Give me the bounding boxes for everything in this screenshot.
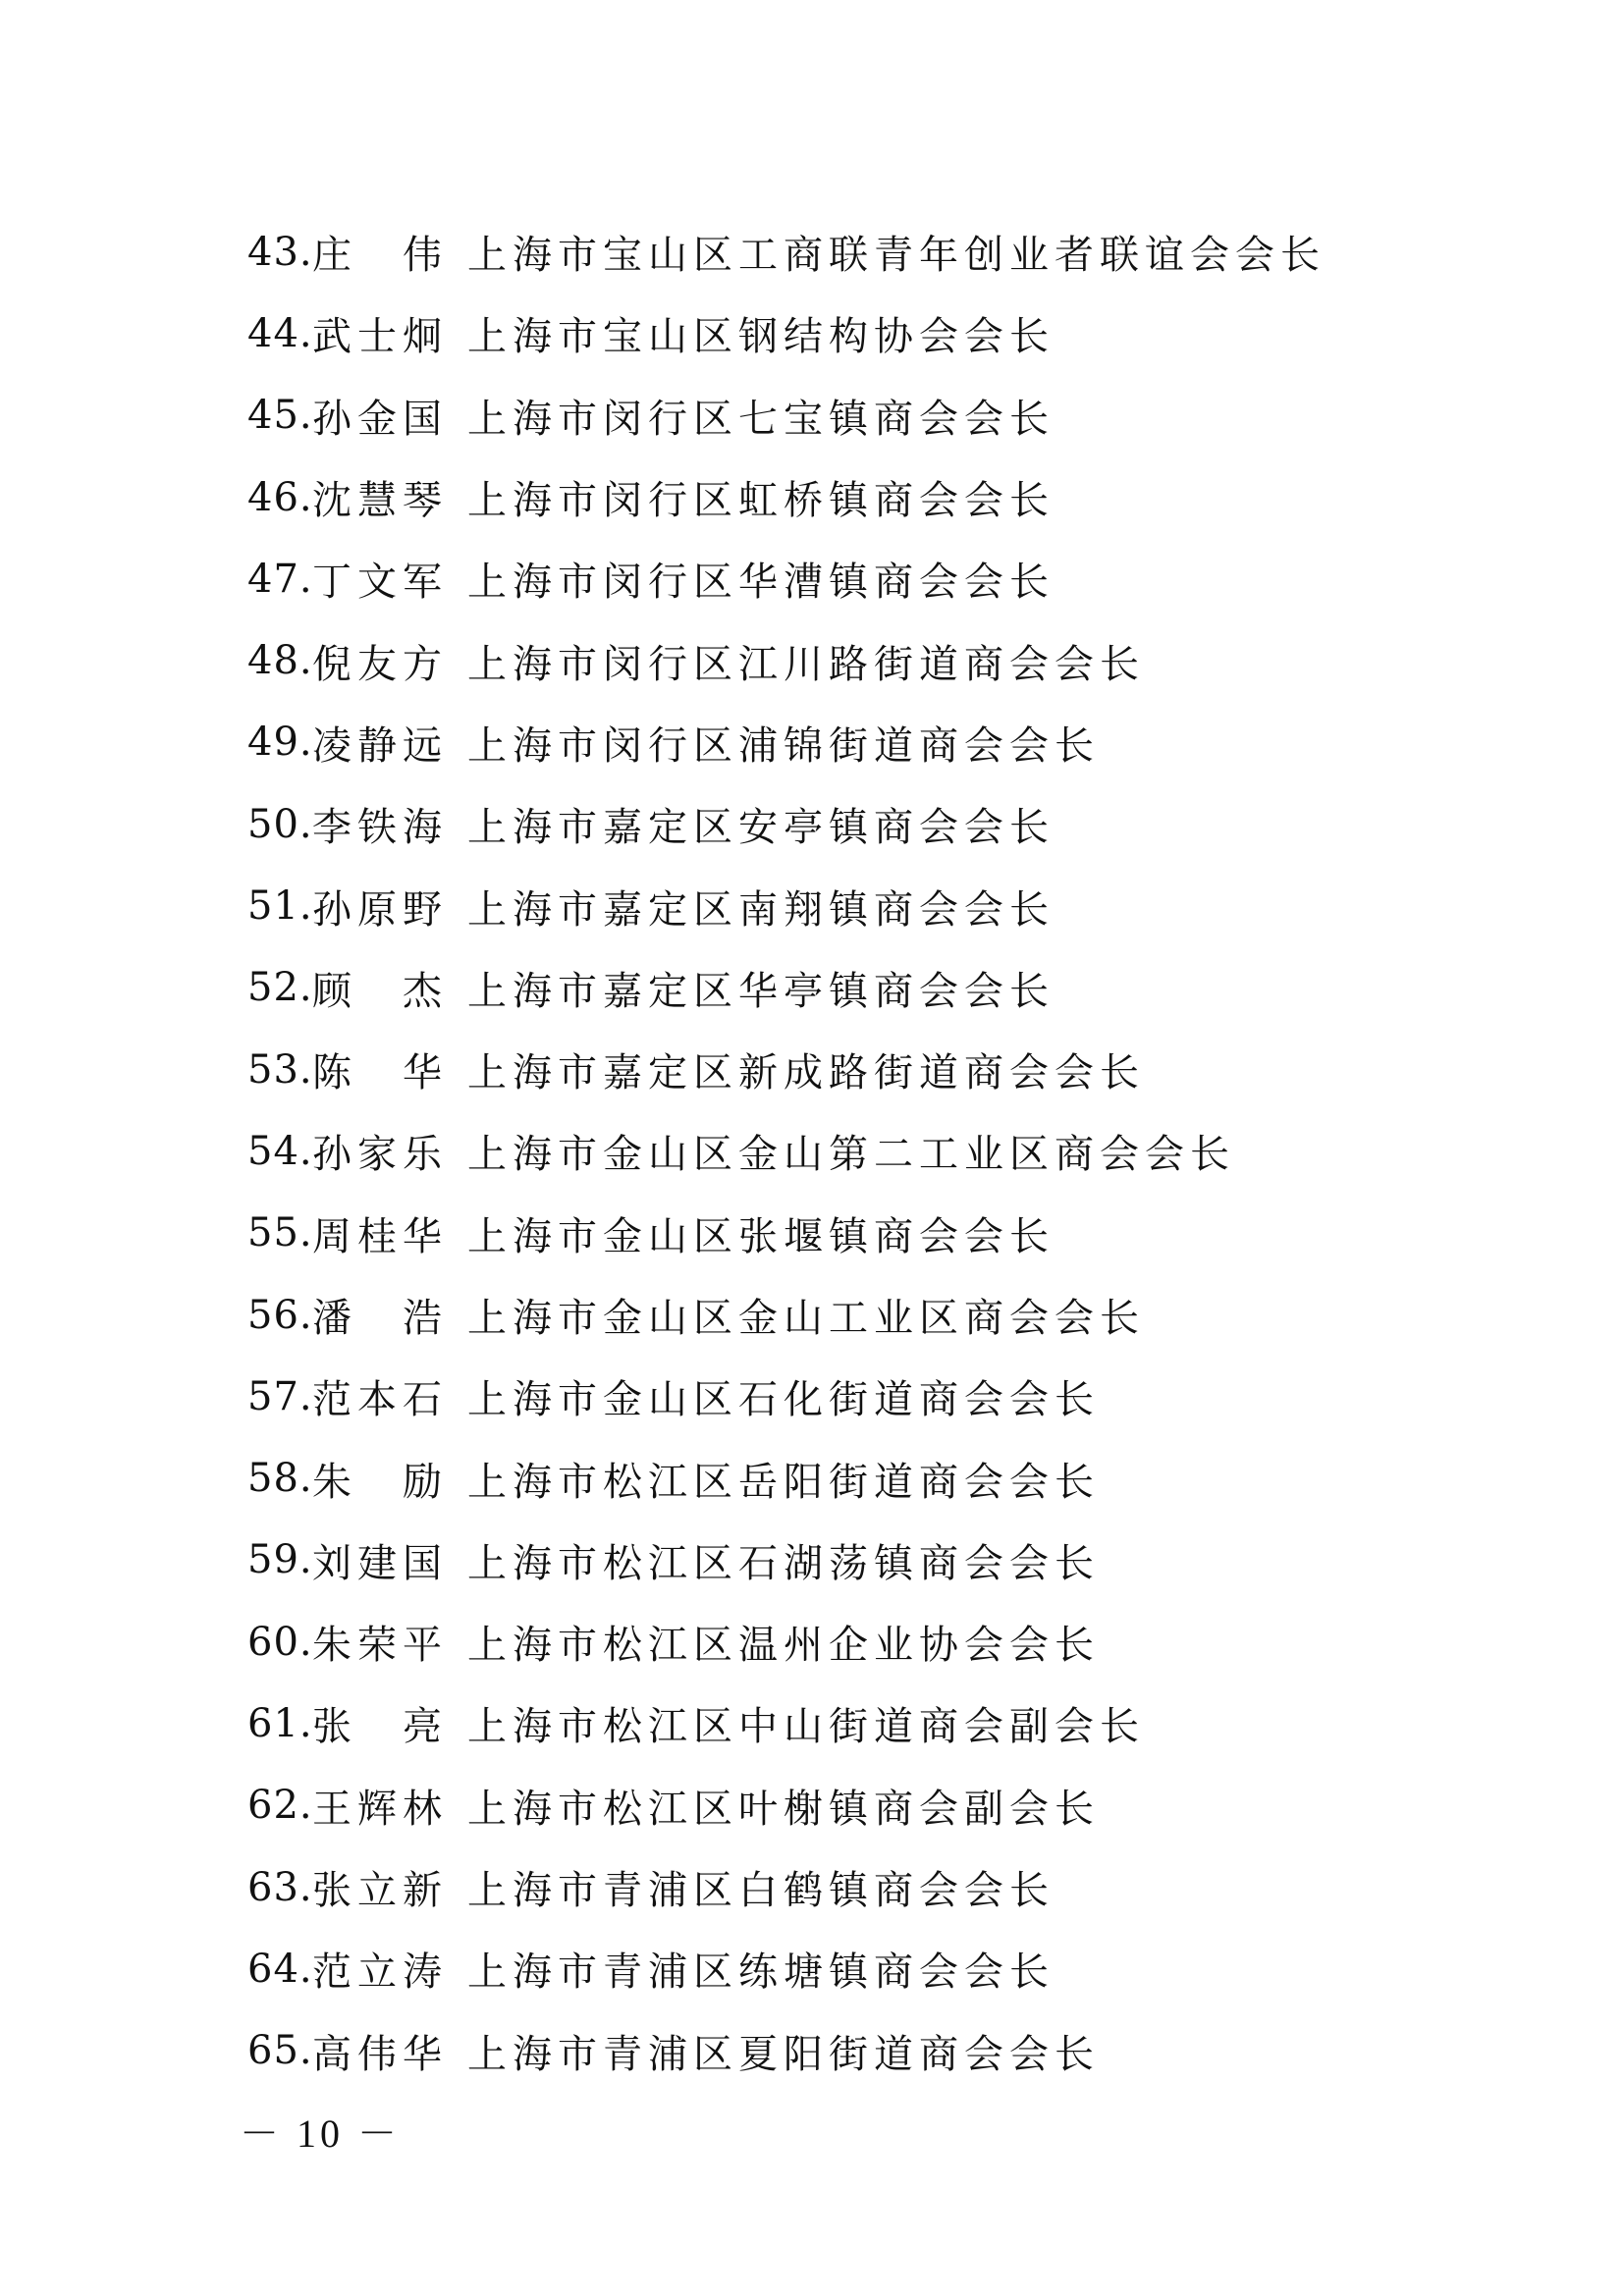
entry-name: 周桂华 xyxy=(312,1213,448,1259)
entry-name: 孙金国 xyxy=(312,396,448,442)
entry-organization: 上海市闵行区虹桥镇商会会长 xyxy=(467,478,1055,524)
entry-organization: 上海市松江区中山街道商会副会长 xyxy=(467,1704,1145,1750)
entry-organization: 上海市金山区金山工业区商会会长 xyxy=(467,1296,1145,1341)
entry-number: 52. xyxy=(247,965,313,1011)
entry-number: 62. xyxy=(247,1783,313,1829)
entry-name: 张立新 xyxy=(312,1868,448,1914)
entry-name: 庄 伟 xyxy=(312,233,448,279)
list-item xyxy=(247,1765,1325,1846)
list-item xyxy=(247,619,1325,701)
entry-name: 沈慧琴 xyxy=(312,478,448,524)
entry-number: 64. xyxy=(247,1946,313,1992)
entry-number: 46. xyxy=(247,474,313,520)
entry-number: 50. xyxy=(247,801,313,847)
entry-number: 49. xyxy=(247,720,313,766)
list-item xyxy=(247,2010,1325,2092)
list-item xyxy=(247,1846,1325,1928)
entry-name: 刘建国 xyxy=(312,1540,448,1586)
entry-organization: 上海市松江区温州企业协会会长 xyxy=(467,1623,1100,1669)
entry-name: 凌静远 xyxy=(312,722,448,769)
entry-name: 丁文军 xyxy=(312,560,448,606)
list-item xyxy=(247,1193,1325,1274)
entry-name: 范本石 xyxy=(312,1377,448,1423)
entry-organization: 上海市闵行区江川路街道商会会长 xyxy=(467,641,1145,687)
entry-name: 李铁海 xyxy=(312,805,448,851)
list-item xyxy=(247,211,1325,293)
entry-organization: 上海市闵行区华漕镇商会会长 xyxy=(467,560,1055,606)
entry-number: 65. xyxy=(247,2028,313,2074)
entry-number: 63. xyxy=(247,1864,313,1910)
entry-number: 60. xyxy=(247,1619,313,1665)
list-item xyxy=(247,865,1325,946)
entry-name: 孙原野 xyxy=(312,886,448,933)
entry-organization: 上海市金山区张堰镇商会会长 xyxy=(467,1213,1055,1259)
entry-organization: 上海市金山区金山第二工业区商会会长 xyxy=(467,1132,1235,1178)
list-item xyxy=(247,1274,1325,1356)
entry-number: 61. xyxy=(247,1700,313,1746)
entry-name: 武士炯 xyxy=(312,314,448,360)
list-item xyxy=(247,375,1325,456)
entry-name: 顾 杰 xyxy=(312,968,448,1014)
entry-name: 倪友方 xyxy=(312,641,448,687)
entry-organization: 上海市嘉定区华亭镇商会会长 xyxy=(467,968,1055,1014)
entry-organization: 上海市闵行区七宝镇商会会长 xyxy=(467,396,1055,442)
entry-number: 44. xyxy=(247,310,313,356)
entry-number: 43. xyxy=(247,229,313,275)
entry-number: 47. xyxy=(247,556,313,602)
entry-organization: 上海市嘉定区安亭镇商会会长 xyxy=(467,805,1055,851)
list-item xyxy=(247,1682,1325,1764)
entry-name: 朱 励 xyxy=(312,1459,448,1505)
entry-organization: 上海市嘉定区南翔镇商会会长 xyxy=(467,886,1055,933)
entry-organization: 上海市松江区岳阳街道商会会长 xyxy=(467,1459,1100,1505)
entry-organization: 上海市青浦区白鹤镇商会会长 xyxy=(467,1868,1055,1914)
entry-organization: 上海市嘉定区新成路街道商会会长 xyxy=(467,1050,1145,1096)
list-item xyxy=(247,783,1325,865)
entry-name: 潘 浩 xyxy=(312,1296,448,1341)
entry-number: 57. xyxy=(247,1373,313,1419)
entry-name: 高伟华 xyxy=(312,2031,448,2077)
list-item xyxy=(247,1928,1325,2009)
entry-name: 王辉林 xyxy=(312,1786,448,1832)
entry-organization: 上海市松江区石湖荡镇商会会长 xyxy=(467,1540,1100,1586)
list-item xyxy=(247,1437,1325,1519)
entry-organization: 上海市金山区石化街道商会会长 xyxy=(467,1377,1100,1423)
entry-number: 48. xyxy=(247,638,313,684)
entry-organization: 上海市宝山区钢结构协会会长 xyxy=(467,314,1055,360)
list-item xyxy=(247,1520,1325,1601)
list-item xyxy=(247,538,1325,619)
entry-number: 45. xyxy=(247,393,313,439)
entry-name: 张 亮 xyxy=(312,1704,448,1750)
entry-organization: 上海市闵行区浦锦街道商会会长 xyxy=(467,722,1100,769)
entry-number: 54. xyxy=(247,1128,313,1174)
entry-name: 陈 华 xyxy=(312,1050,448,1096)
list-item xyxy=(247,1029,1325,1110)
entry-organization: 上海市宝山区工商联青年创业者联谊会会长 xyxy=(467,233,1325,279)
list-item xyxy=(247,293,1325,374)
list-item xyxy=(247,1356,1325,1437)
entry-organization: 上海市松江区叶榭镇商会副会长 xyxy=(467,1786,1100,1832)
list-item xyxy=(247,1601,1325,1682)
entry-organization: 上海市青浦区练塘镇商会会长 xyxy=(467,1949,1055,1996)
entry-number: 56. xyxy=(247,1292,313,1338)
entry-number: 59. xyxy=(247,1537,313,1583)
entry-name: 朱荣平 xyxy=(312,1623,448,1669)
entry-number: 55. xyxy=(247,1210,313,1256)
list-item xyxy=(247,702,1325,783)
member-list xyxy=(247,211,1325,2092)
entry-number: 53. xyxy=(247,1046,313,1093)
list-item xyxy=(247,1110,1325,1192)
list-item xyxy=(247,456,1325,538)
entry-number: 51. xyxy=(247,883,313,930)
entry-name: 孙家乐 xyxy=(312,1132,448,1178)
entry-name: 范立涛 xyxy=(312,1949,448,1996)
entry-number: 58. xyxy=(247,1456,313,1502)
page-number: － 10 － xyxy=(240,2111,401,2156)
list-item xyxy=(247,947,1325,1029)
entry-organization: 上海市青浦区夏阳街道商会会长 xyxy=(467,2031,1100,2077)
